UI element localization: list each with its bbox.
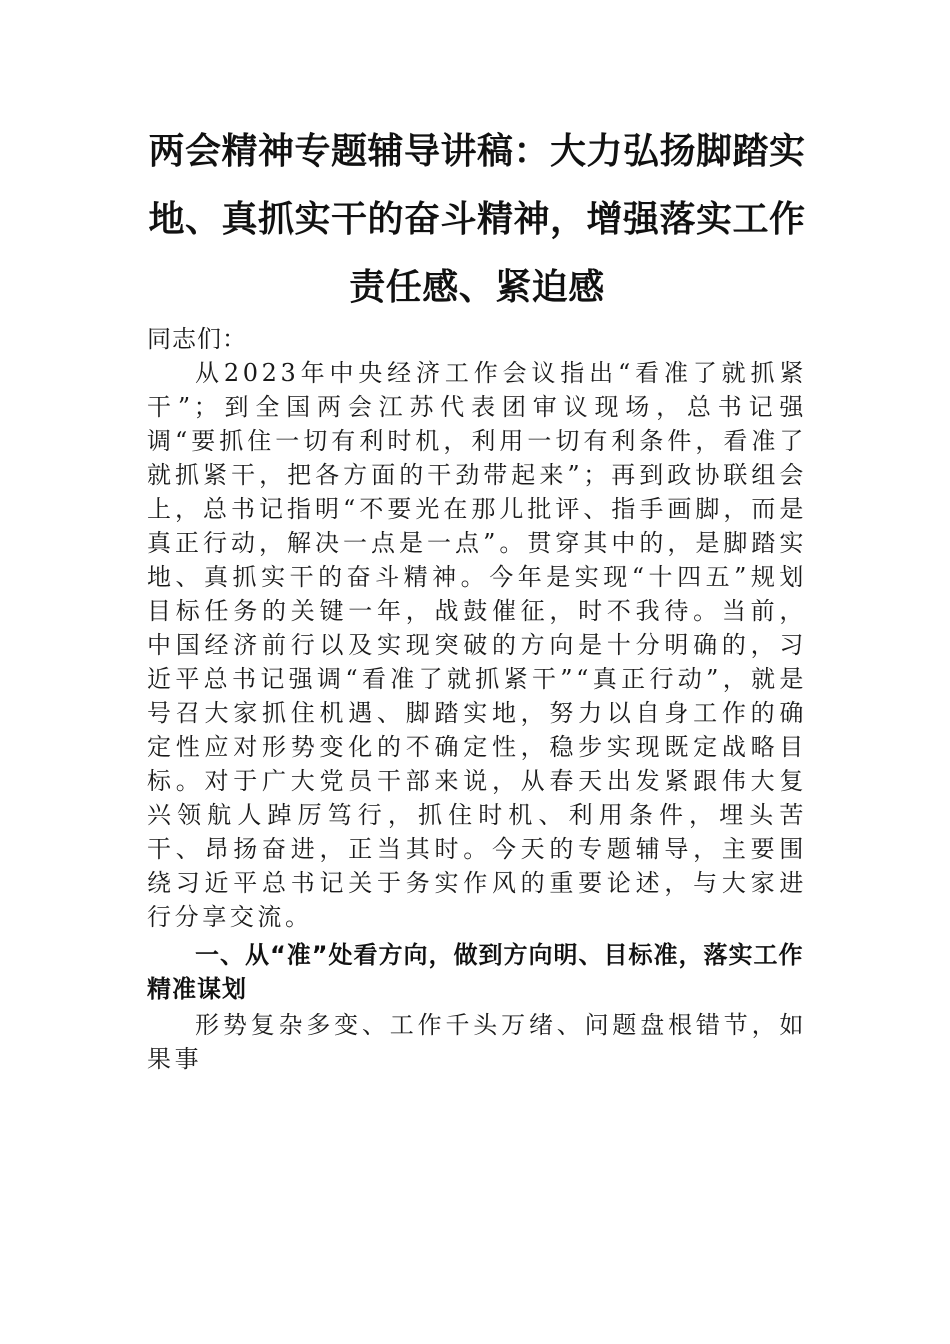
section-heading: 一、从“准”处看方向，做到方向明、目标准，落实工作精准谋划 xyxy=(147,941,804,1003)
salutation: 同志们： xyxy=(147,325,247,353)
document-title: 两会精神专题辅导讲稿：大力弘扬脚踏实地、真抓实干的奋斗精神，增强落实工作责任感、紧迫感 xyxy=(148,131,806,308)
body-paragraph: 从2023年中央经济工作会议指出“看准了就抓紧干”；到全国两会江苏代表团审议现场，总书记强调“要抓住一切有利时机，利用一切有利条件，看准了就抓紧干，把各方面的干劲带起来”；再到政协联组会上，总书记指明“不要光在那儿批评、指手画脚，而是真正行动，解决一点是一点”。贯穿其中的，是脚踏实地、真抓实干的奋斗精神。今年是实现“十四五”规划目标任务的关键一年，战鼓催征，时不我待。当前，中国经济前行以及实现突破的方向是十分明确的，习近平总书记强调“看准了就抓紧干”“真正行动”，就是号召大家抓住机遇、脚踏实地，努力以自身工作的确定性应对形势变化的不确定性，稳步实现既定战略目标。对于广大党员干部来说，从春天出发紧跟伟大复兴领航人踔厉笃行，抓住时机、利用条件，埋头苦干、昂扬奋进，正当其时。今天的专题辅导，主要围绕习近平总书记关于务实作风的重要论述，与大家进行分享交流。 xyxy=(147,359,807,931)
document-content xyxy=(147,118,807,1076)
section-paragraph: 形势复杂多变、工作千头万绪、问题盘根错节，如果事 xyxy=(147,1011,807,1073)
